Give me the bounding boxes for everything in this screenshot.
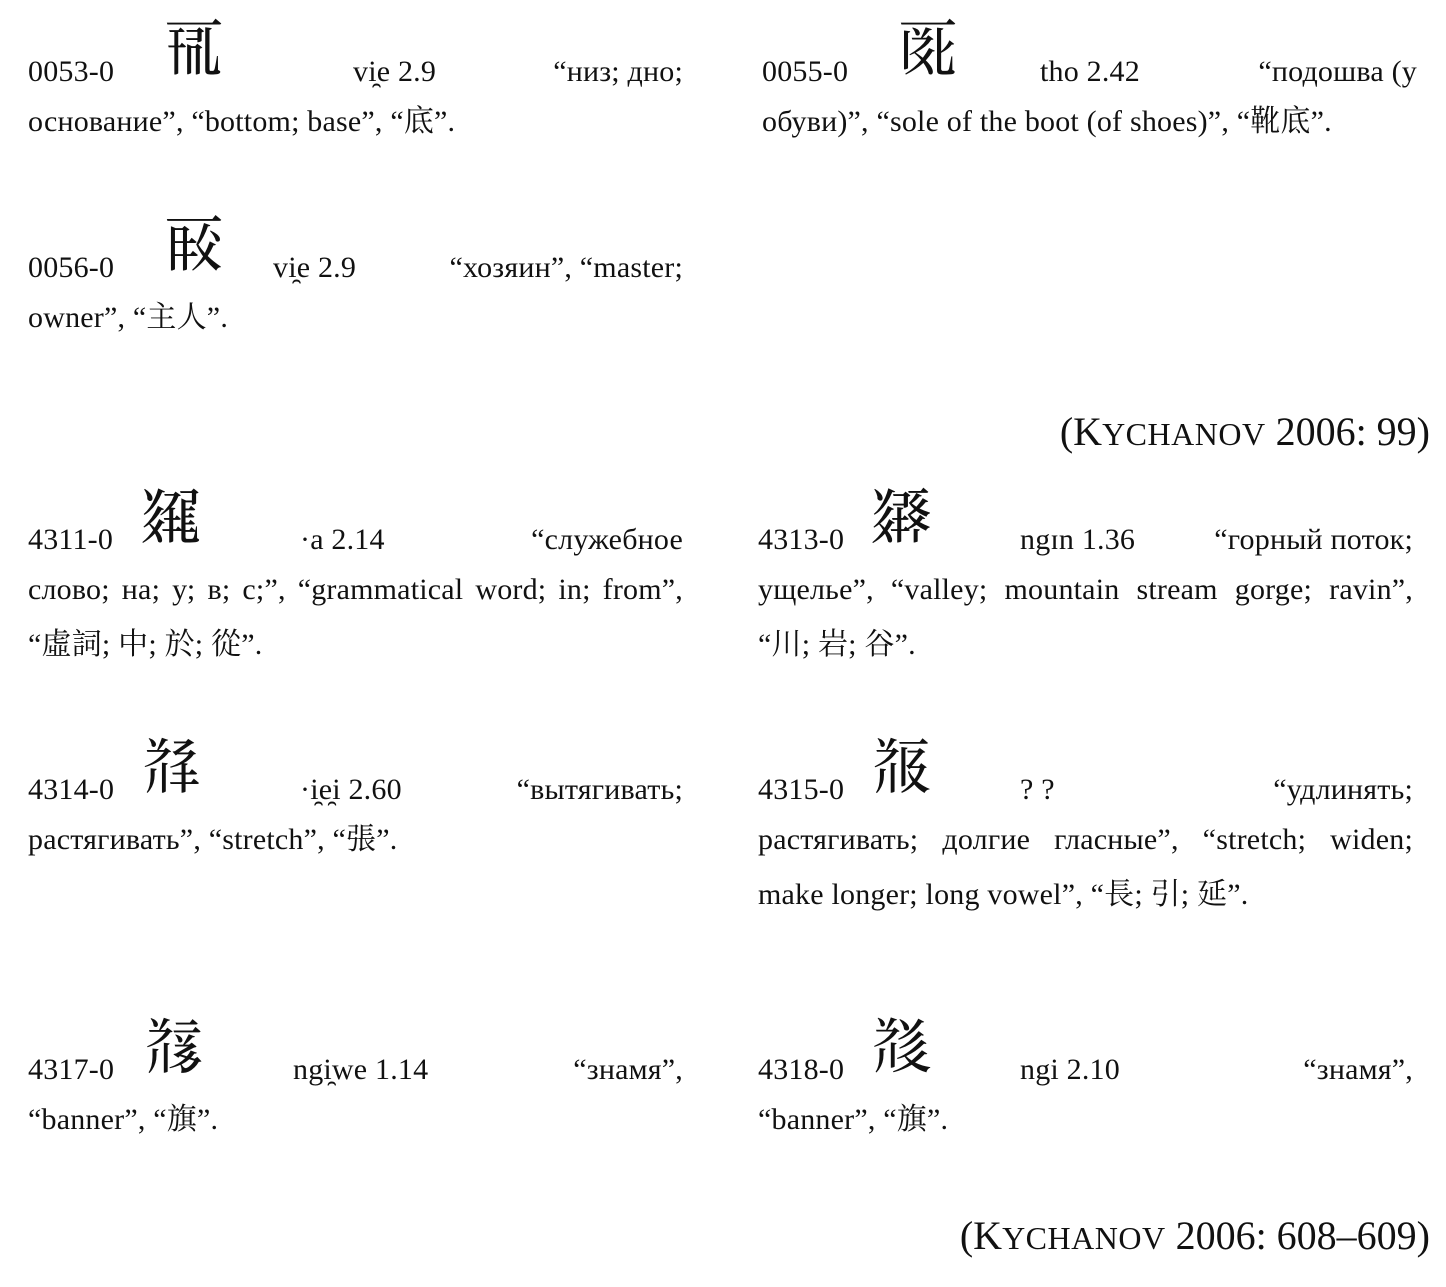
entry-reading: ngi 2.10 [1020, 1053, 1120, 1086]
entry-reading: ngɪn 1.36 [1020, 523, 1136, 556]
citation [1060, 408, 1430, 458]
dictionary-entry [28, 208, 683, 345]
dictionary-entry [28, 12, 683, 149]
entry-number: 0055-0 [762, 55, 849, 88]
entry-gloss-head: “знамя”, [1303, 1053, 1413, 1086]
entry-number: 4313-0 [758, 523, 845, 556]
citation-year-pages: 2006: 608–609) [1165, 1213, 1430, 1258]
dictionary-entry [28, 730, 683, 867]
dictionary-entry [758, 1010, 1413, 1147]
citation-prefix: (K [1059, 409, 1103, 454]
entry-gloss: растягивать; долгие гласные”, “stretch; widen; make longer; long vowel”, “長; 引; 延”. [758, 823, 1413, 911]
entry-number: 4314-0 [28, 773, 115, 806]
entry-gloss-head: “вытягивать; [516, 773, 683, 806]
tangut-character: 𗀋 [163, 12, 226, 85]
tangut-character: 𘃈 [870, 480, 933, 553]
entry-gloss-head: “служебное [531, 523, 683, 556]
entry-gloss: слово; на; у; в; с;”, “grammatical word; in; from”, “虛詞; 中; 於; 從”. [28, 573, 683, 661]
entry-gloss: “banner”, “旗”. [758, 1103, 949, 1136]
entry-gloss: “banner”, “旗”. [28, 1103, 219, 1136]
entry-number: 4311-0 [28, 523, 114, 556]
entry-reading: ·i̯e̯i 2.60 [300, 773, 402, 806]
dictionary-entry [28, 1010, 683, 1147]
entry-number: 4315-0 [758, 773, 845, 806]
entry-number: 0053-0 [28, 55, 115, 88]
entry-gloss-head: “хозяин”, “master; [449, 251, 683, 284]
tangut-character: 𗀍 [897, 12, 960, 85]
entry-gloss-head: “удлинять; [1273, 773, 1413, 806]
tangut-character: 𘃋 [143, 1010, 206, 1083]
entry-reading: ngi̯we 1.14 [293, 1053, 429, 1086]
entry-gloss-head: “низ; дно; [553, 55, 683, 88]
entry-gloss: ущелье”, “valley; mountain stream gorge; ravin”, “川; 岩; 谷”. [758, 573, 1413, 661]
entry-gloss: owner”, “主人”. [28, 301, 229, 334]
tangut-character: 𘃇 [140, 480, 203, 553]
dictionary-entry [28, 480, 683, 672]
entry-reading: tho 2.42 [1040, 55, 1140, 88]
tangut-character: 𘃉 [140, 730, 203, 803]
citation-author-caps: YCHANOV [1002, 1220, 1166, 1256]
entry-gloss: растягивать”, “stretch”, “張”. [28, 823, 398, 856]
entry-number: 4318-0 [758, 1053, 845, 1086]
tangut-character: 𗀎 [163, 208, 226, 281]
tangut-character: 𘃊 [870, 730, 933, 803]
entry-reading: vi̯e 2.9 [353, 55, 437, 88]
entry-gloss-head: “горный поток; [1214, 523, 1413, 556]
citation-prefix: (K [959, 1213, 1003, 1258]
entry-reading: vi̯e 2.9 [273, 251, 357, 284]
citation [960, 1212, 1430, 1262]
tangut-character: 𘃌 [870, 1010, 933, 1083]
dictionary-entry [758, 480, 1413, 672]
entry-reading: ? ? [1020, 773, 1055, 806]
citation-author-caps: YCHANOV [1102, 416, 1266, 452]
entry-number: 4317-0 [28, 1053, 115, 1086]
entry-gloss: обуви)”, “sole of the boot (of shoes)”, “靴底”. [762, 105, 1332, 138]
entry-gloss-head: “знамя”, [573, 1053, 683, 1086]
entry-gloss: основание”, “bottom; base”, “底”. [28, 105, 456, 138]
dictionary-entry [758, 730, 1413, 922]
citation-year-pages: 2006: 99) [1265, 409, 1430, 454]
entry-reading: ·a 2.14 [300, 523, 385, 556]
entry-gloss-head: “подошва (у [1258, 55, 1417, 88]
entry-number: 0056-0 [28, 251, 115, 284]
dictionary-entry [762, 12, 1417, 149]
